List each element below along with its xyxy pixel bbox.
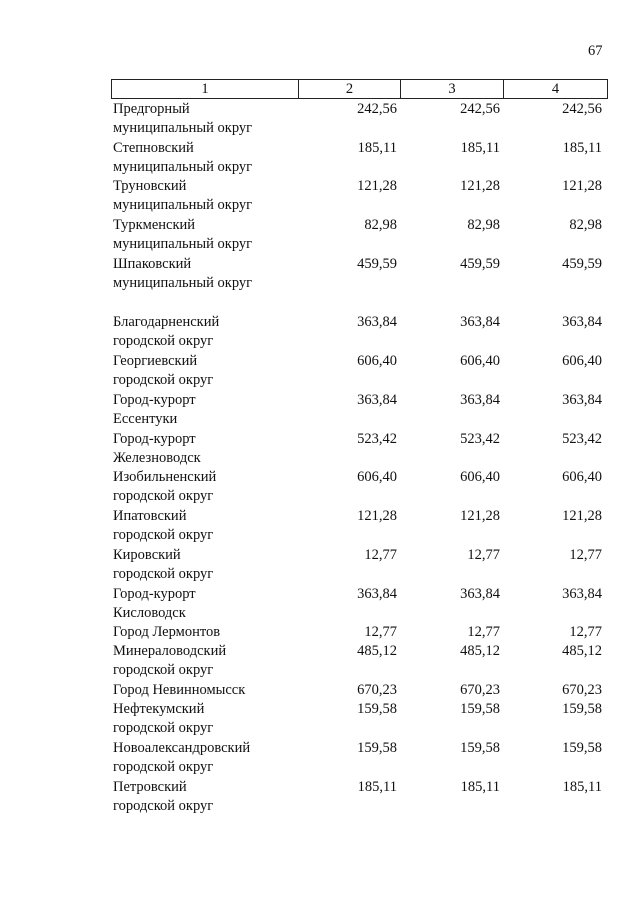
territory-name-line: Нефтекумский (113, 701, 205, 717)
territory-name-line: городской округ (113, 333, 214, 350)
territory-name-line: Труновский (113, 178, 187, 194)
value-column-2: 242,56 (357, 101, 397, 117)
value-column-2: 606,40 (357, 353, 397, 369)
territory-name (113, 468, 283, 507)
value-column-2: 121,28 (357, 508, 397, 524)
territory-name (113, 778, 283, 817)
value-column-4: 670,23 (562, 682, 602, 698)
territory-name-line: Город Невинномысск (113, 682, 246, 698)
territory-name (113, 391, 283, 430)
value-column-2: 185,11 (357, 779, 397, 795)
territory-name (113, 100, 283, 139)
value-column-3: 459,59 (460, 256, 500, 272)
territory-name-line: муниципальный округ (113, 159, 253, 176)
territory-name-line: Предгорный (113, 101, 190, 117)
value-column-4: 121,28 (562, 178, 602, 194)
column-header-4: 4 (503, 80, 607, 98)
value-column-3: 121,28 (460, 508, 500, 524)
territory-name-line: Петровский (113, 779, 187, 795)
value-column-2: 12,77 (364, 624, 397, 640)
territory-name-line: Изобильненский (113, 469, 217, 485)
value-column-3: 670,23 (460, 682, 500, 698)
territory-name-line: Туркменский (113, 217, 196, 233)
territory-name-line: городской округ (113, 662, 214, 679)
value-column-4: 185,11 (562, 779, 602, 795)
value-column-2: 459,59 (357, 256, 397, 272)
value-column-2: 523,42 (357, 431, 397, 447)
value-column-4: 159,58 (562, 740, 602, 756)
territory-name-line: Город Лермонтов (113, 624, 221, 640)
value-column-3: 185,11 (460, 140, 500, 156)
value-column-3: 185,11 (460, 779, 500, 795)
territory-name (113, 507, 283, 546)
territory-name (113, 700, 283, 739)
value-column-2: 121,28 (357, 178, 397, 194)
value-column-3: 606,40 (460, 469, 500, 485)
value-column-3: 12,77 (467, 547, 500, 563)
value-column-4: 121,28 (562, 508, 602, 524)
value-column-2: 485,12 (357, 643, 397, 659)
territory-name-line: городской округ (113, 372, 214, 389)
territory-name-line: Кировский (113, 547, 181, 563)
value-column-3: 159,58 (460, 740, 500, 756)
territory-name (113, 177, 283, 216)
value-column-4: 159,58 (562, 701, 602, 717)
territory-name-line: Минераловодский (113, 643, 227, 659)
territory-name-line: Город-курорт (113, 431, 196, 447)
territory-name-line: городской округ (113, 566, 214, 583)
territory-name-line: Город-курорт (113, 586, 196, 602)
territory-name (113, 139, 283, 178)
territory-name (113, 585, 283, 624)
value-column-4: 606,40 (562, 353, 602, 369)
value-column-4: 459,59 (562, 256, 602, 272)
value-column-4: 12,77 (569, 624, 602, 640)
value-column-2: 159,58 (357, 701, 397, 717)
territory-name (113, 739, 283, 778)
territory-name-line: муниципальный округ (113, 275, 253, 292)
territory-name (113, 352, 283, 391)
territory-name-line: Город-курорт (113, 392, 196, 408)
value-column-3: 121,28 (460, 178, 500, 194)
value-column-3: 523,42 (460, 431, 500, 447)
territory-name (113, 546, 283, 585)
territory-name (113, 681, 283, 700)
territory-name-line: муниципальный округ (113, 120, 253, 137)
value-column-3: 363,84 (460, 586, 500, 602)
value-column-2: 363,84 (357, 314, 397, 330)
territory-name-line: Ессентуки (113, 411, 178, 428)
territory-name-line: городской округ (113, 527, 214, 544)
value-column-2: 82,98 (364, 217, 397, 233)
column-header-1: 1 (201, 81, 209, 97)
value-column-2: 606,40 (357, 469, 397, 485)
territory-name-line: Железноводск (113, 450, 201, 467)
territory-name (113, 642, 283, 681)
territory-name-line: Благодарненский (113, 314, 220, 330)
value-column-3: 159,58 (460, 701, 500, 717)
territory-name (113, 430, 283, 469)
territory-name-line: городской округ (113, 488, 214, 505)
territory-name (113, 623, 283, 642)
territory-name-line: городской округ (113, 798, 214, 815)
value-column-4: 242,56 (562, 101, 602, 117)
value-column-4: 363,84 (562, 392, 602, 408)
value-column-2: 670,23 (357, 682, 397, 698)
territory-name-line: Ипатовский (113, 508, 187, 524)
territory-name-line: Новоалександровский (113, 740, 251, 756)
territory-name (113, 255, 283, 294)
value-column-2: 185,11 (357, 140, 397, 156)
territory-name-line: Шпаковский (113, 256, 192, 272)
value-column-4: 606,40 (562, 469, 602, 485)
value-column-3: 82,98 (467, 217, 500, 233)
value-column-2: 159,58 (357, 740, 397, 756)
territory-name (113, 313, 283, 352)
column-header-3: 3 (400, 80, 503, 98)
value-column-4: 485,12 (562, 643, 602, 659)
value-column-4: 12,77 (569, 547, 602, 563)
territory-name-line: Кисловодск (113, 605, 186, 622)
value-column-2: 12,77 (364, 547, 397, 563)
value-column-4: 82,98 (569, 217, 602, 233)
value-column-4: 363,84 (562, 314, 602, 330)
value-column-3: 363,84 (460, 392, 500, 408)
value-column-3: 12,77 (467, 624, 500, 640)
territory-name-line: Степновский (113, 140, 194, 156)
page-number: 67 (588, 43, 603, 59)
value-column-4: 523,42 (562, 431, 602, 447)
value-column-3: 242,56 (460, 101, 500, 117)
value-column-2: 363,84 (357, 392, 397, 408)
territory-name (113, 216, 283, 255)
column-header-2: 2 (298, 80, 400, 98)
value-column-4: 185,11 (562, 140, 602, 156)
territory-name-line: городской округ (113, 720, 214, 737)
value-column-3: 485,12 (460, 643, 500, 659)
value-column-2: 363,84 (357, 586, 397, 602)
territory-name-line: городской округ (113, 759, 214, 776)
value-column-4: 363,84 (562, 586, 602, 602)
territory-name-line: Георгиевский (113, 353, 198, 369)
territory-name-line: муниципальный округ (113, 197, 253, 214)
value-column-3: 363,84 (460, 314, 500, 330)
territory-name-line: муниципальный округ (113, 236, 253, 253)
table-header-row (111, 79, 608, 99)
value-column-3: 606,40 (460, 353, 500, 369)
